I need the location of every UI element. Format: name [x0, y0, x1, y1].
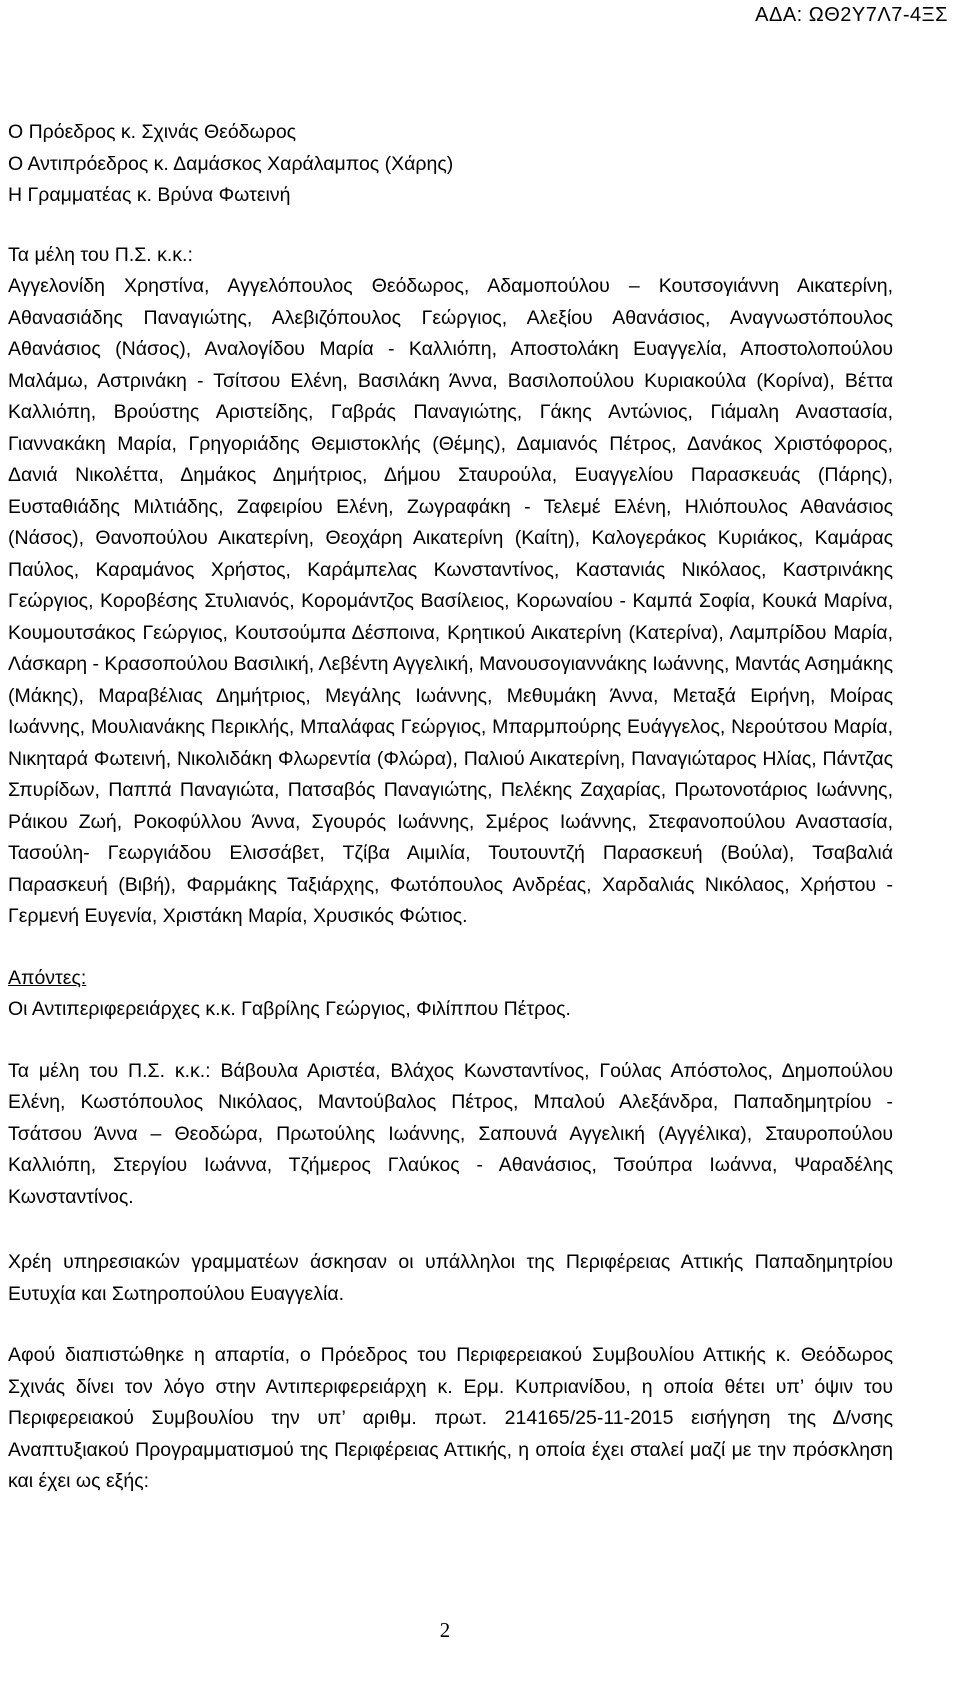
- absent-heading: Απόντες:: [8, 966, 87, 989]
- document-body: [8, 117, 893, 1498]
- secretary-line: Η Γραμματέας κ. Βρύνα Φωτεινή: [8, 184, 291, 206]
- present-members-label: Τα μέλη του Π.Σ. κ.κ.:: [8, 243, 193, 266]
- absent-members-list: Βάβουλα Αριστέα, Βλάχος Κωνσταντίνος, Γούλας Απόστολος, Δημοπούλου Ελένη, Κωστόπουλος Νικόλαος, Μαντούβαλος Πέτρος, Μπαλού Αλεξάνδρα, Παπαδημητρίου - Τσάτσου Άννα – Θεοδώρα, Πρωτούλης Ιωάννης, Σαπουνά Αγγελική (Αγγέλικα), Σταυροπούλου Καλλιόπη, Στεργίου Ιωάννα, Τζήμερος Γλαύκος - Αθανάσιος, Τσούπρα Ιωάννα, Ψαραδέλης Κωνσταντίνος.: [8, 1059, 893, 1208]
- present-members-list: Αγγελονίδη Χρηστίνα, Αγγελόπουλος Θεόδωρος, Αδαμοπούλου – Κουτσογιάννη Αικατερίνη, Αθανασιάδης Παναγιώτης, Αλεβιζόπουλος Γεώργιος, Αλεξίου Αθανάσιος, Αναγνωστόπουλος Αθανάσιος (Νάσος), Αναλογίδου Μαρία - Καλλιόπη, Αποστολάκη Ευαγγελία, Αποστολοπούλου Μαλάμω, Αστρινάκη - Τσίτσου Ελένη, Βασιλάκη Άννα, Βασιλοπούλου Κυριακούλα (Κορίνα), Βέττα Καλλιόπη, Βρούστης Αριστείδης, Γαβράς Παναγιώτης, Γάκης Αντώνιος, Γιάμαλη Αναστασία, Γιαννακάκη Μαρία, Γρηγοριάδης Θεμιστοκλής (Θέμης), Δαμιανός Πέτρος, Δανάκος Χριστόφορος, Δανιά Νικολέττα, Δημάκος Δημήτριος, Δήμου Σταυρούλα, Ευαγγελίου Παρασκευάς (Πάρης), Ευσταθιάδης Μιλτιάδης, Ζαφειρίου Ελένη, Ζωγραφάκη - Τελεμέ Ελένη, Ηλιόπουλος Αθανάσιος (Νάσος), Θανοπούλου Αικατερίνη, Θεοχάρη Αικατερίνη (Καίτη), Καλογεράκος Κυριάκος, Καμάρας Παύλος, Καραμάνος Χρήστος, Καράμπελας Κωνσταντίνος, Καστανιάς Νικόλαος, Καστρινάκης Γεώργιος, Κοροβέσης Στυλιανός, Κορομάντζος Βασίλειος, Κορωναίου - Καμπά Σοφία, Κουκά Μαρίνα, Κουμουτσάκος Γεώργιος, Κουτσούμπα Δέσποινα, Κρητικού Αικατερίνη (Κατερίνα), Λαμπρίδου Μαρία, Λάσκαρη - Κρασοπούλου Βασιλική, Λεβέντη Αγγελική, Μανουσογιαννάκης Ιωάννης, Μαντάς Ασημάκης (Μάκης), Μαραβέλιας Δημήτριος, Μεγάλης Ιωάννης, Μεθυμάκη Άννα, Μεταξά Ειρήνη, Μοίρας Ιωάννης, Μουλιανάκης Περικλής, Μπαλάφας Γεώργιος, Μπαρμπούρης Ευάγγελος, Νερούτσου Μαρία, Νικηταρά Φωτεινή, Νικολιδάκη Φλωρεντία (Φλώρα), Παλιού Αικατερίνη, Παναγιώταρος Ηλίας, Πάντζας Σπυρίδων, Παππά Παναγιώτα, Πατσαβός Παναγιώτης, Πελέκης Ζαχαρίας, Πρωτονοτάριος Ιωάννης, Ράικου Ζωή, Ροκοφύλλου Άννα, Σγουρός Ιωάννης, Σμέρος Ιωάννης, Στεφανοπούλου Αναστασία, Τασούλη- Γεωργιάδου Ελισσάβετ, Τζίβα Αιμιλία, Τουτουντζή Παρασκευή (Βούλα), Τσαβαλιά Παρασκευή (Βιβή), Φαρμάκης Ταξιάρχης, Φωτόπουλος Ανδρέας, Χαρδαλιάς Νικόλαος, Χρήστου - Γερμενή Ευγενία, Χριστάκη Μαρία, Χρυσικός Φώτιος.: [8, 275, 893, 927]
- absent-members-label: Τα μέλη του Π.Σ. κ.κ.:: [8, 1059, 211, 1082]
- ada-code: ΑΔΑ: ΩΘ2Υ7Λ7-4ΞΣ: [755, 4, 948, 26]
- absent-members-paragraph: [8, 1056, 893, 1214]
- page-number: 2: [439, 1618, 451, 1642]
- quorum-paragraph: Αφού διαπιστώθηκε η απαρτία, ο Πρόεδρος του Περιφερειακού Συμβουλίου Αττικής κ. Θεόδωρος Σχινάς δίνει τον λόγο στην Αντιπεριφερειάρχη κ. Ερμ. Κυπριανίδου, η οποία θέτει υπ’ όψιν του Περιφερειακού Συμβουλίου την υπ’ αριθμ. πρωτ. 214165/25-11-2015 εισήγηση της Δ/νσης Αναπτυξιακού Προγραμματισμού της Περιφέρειας Αττικής, η οποία έχει σταλεί μαζί με την πρόσκληση και έχει ως εξής:: [8, 1344, 893, 1492]
- president-line: Ο Πρόεδρος κ. Σχινάς Θεόδωρος: [8, 121, 297, 143]
- absent-vice-governors: Οι Αντιπεριφερειάρχες κ.κ. Γαβρίλης Γεώργιος, Φιλίππου Πέτρος.: [8, 998, 571, 1020]
- vice-president-line: Ο Αντιπρόεδρος κ. Δαμάσκος Χαράλαμπος (Χάρης): [8, 152, 454, 175]
- clerks-paragraph: Χρέη υπηρεσιακών γραμματέων άσκησαν οι υπάλληλοι της Περιφέρειας Αττικής Παπαδημητρίου Ευτυχία και Σωτηροπούλου Ευαγγελία.: [8, 1251, 893, 1305]
